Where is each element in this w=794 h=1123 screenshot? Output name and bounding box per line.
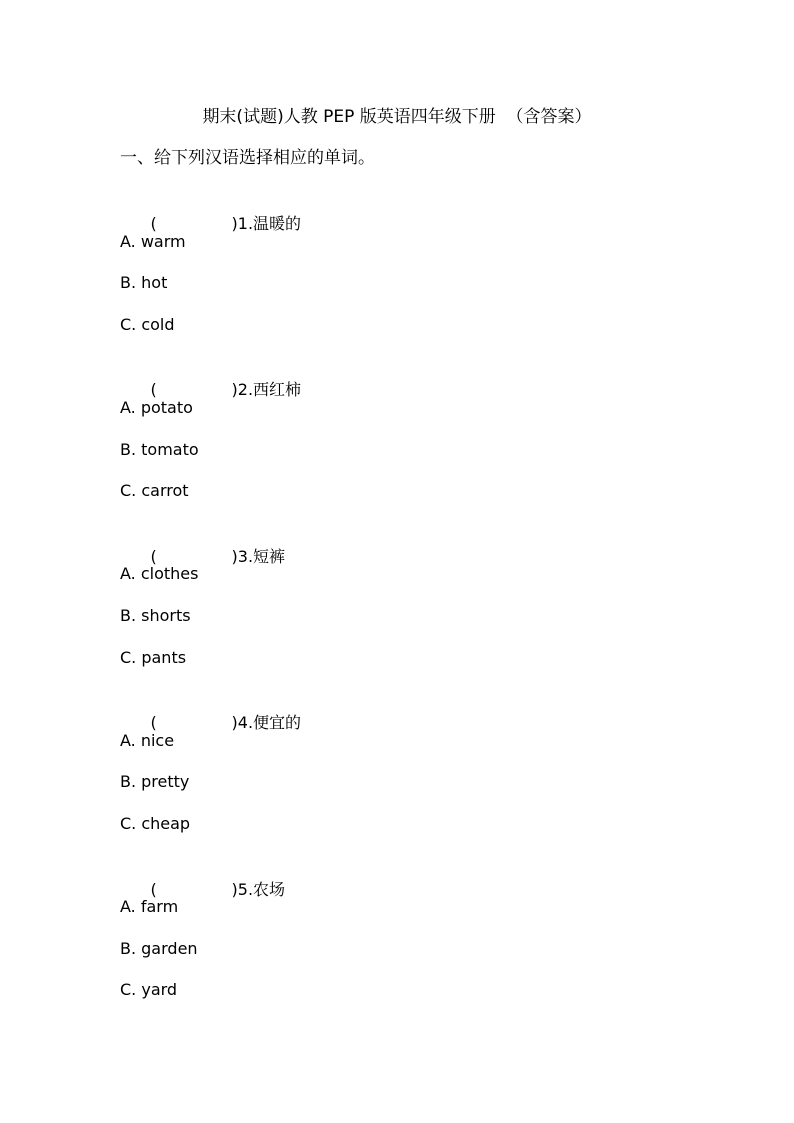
question-text: )1.温暖的 <box>231 214 302 233</box>
answer-blank: ( <box>150 546 157 566</box>
option-c: C. yard <box>120 980 178 1000</box>
option-a: A. farm <box>120 897 179 917</box>
option-a: A. clothes <box>120 564 199 584</box>
option-b: B. garden <box>120 938 198 958</box>
question-text: )5.农场 <box>231 879 286 899</box>
option-c: C. cold <box>120 314 175 334</box>
question-text: )4.便宜的 <box>231 713 302 733</box>
question-text: )2.西红柿 <box>231 380 302 400</box>
answer-blank: ( <box>150 879 157 899</box>
question-2 <box>120 354 720 400</box>
document-title: 期末(试题)人教 PEP 版英语四年级下册 （含答案） <box>202 107 592 127</box>
option-a: A. potato <box>120 397 193 417</box>
option-a: A. warm <box>120 231 186 251</box>
question-3 <box>120 521 720 566</box>
answer-blank: ( <box>150 713 157 733</box>
question-text: )3.短裤 <box>231 546 286 566</box>
section-heading: 一、给下列汉语选择相应的单词。 <box>120 148 375 168</box>
option-b: B. pretty <box>120 772 190 792</box>
option-c: C. carrot <box>120 481 189 501</box>
question-list <box>120 188 720 1020</box>
option-c: C. pants <box>120 647 187 667</box>
question-4 <box>120 687 720 733</box>
question-1 <box>120 188 720 233</box>
option-b: B. hot <box>120 273 168 293</box>
option-b: B. tomato <box>120 439 199 459</box>
option-c: C. cheap <box>120 813 191 833</box>
answer-blank: ( <box>150 214 157 233</box>
option-a: A. nice <box>120 730 175 750</box>
answer-blank: ( <box>150 380 157 400</box>
question-5 <box>120 854 720 899</box>
option-b: B. shorts <box>120 605 191 625</box>
